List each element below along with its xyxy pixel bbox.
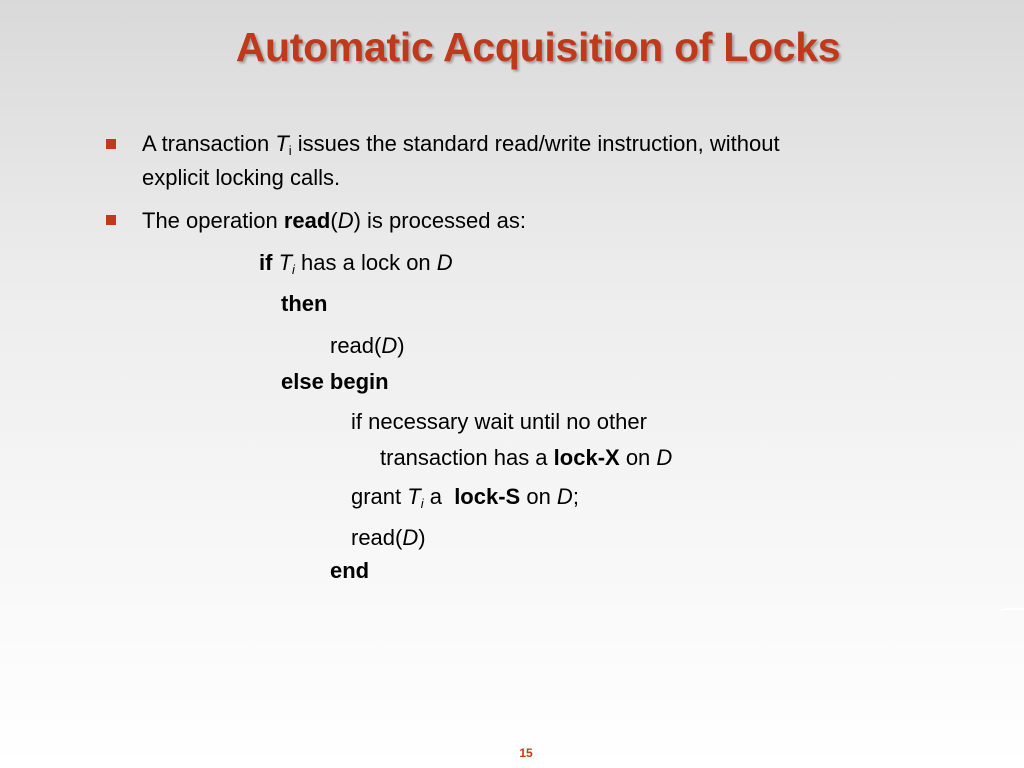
code-end-line: end [330,558,370,583]
page-number: 15 [519,746,533,760]
bullet-1-line-2: explicit locking calls. [142,165,341,190]
code-read-line-1: read(D) [330,333,405,358]
bullet-marker [106,139,116,149]
code-read-line-2: read(D) [351,525,426,550]
code-transaction-line: transaction has a lock-X on D [380,445,673,470]
bullet-marker [106,215,116,225]
code-else-begin-line: else begin [281,369,389,394]
code-then-line: then [281,291,328,316]
code-wait-line: if necessary wait until no other [351,409,647,434]
bullet-1-line-1: A transaction $T_i$ issues the standard read/write instruction, without [142,131,780,158]
bullet-2-line: The operation read(D) is processed as: [142,208,526,233]
code-grant-line: grant $T_i$ a lock-S on D; [351,484,579,511]
decorative-swoosh [998,608,1024,616]
slide-title: Automatic Acquisition of Locks [235,24,841,70]
code-if-line: if $T_i$ has a lock on D [259,250,453,277]
